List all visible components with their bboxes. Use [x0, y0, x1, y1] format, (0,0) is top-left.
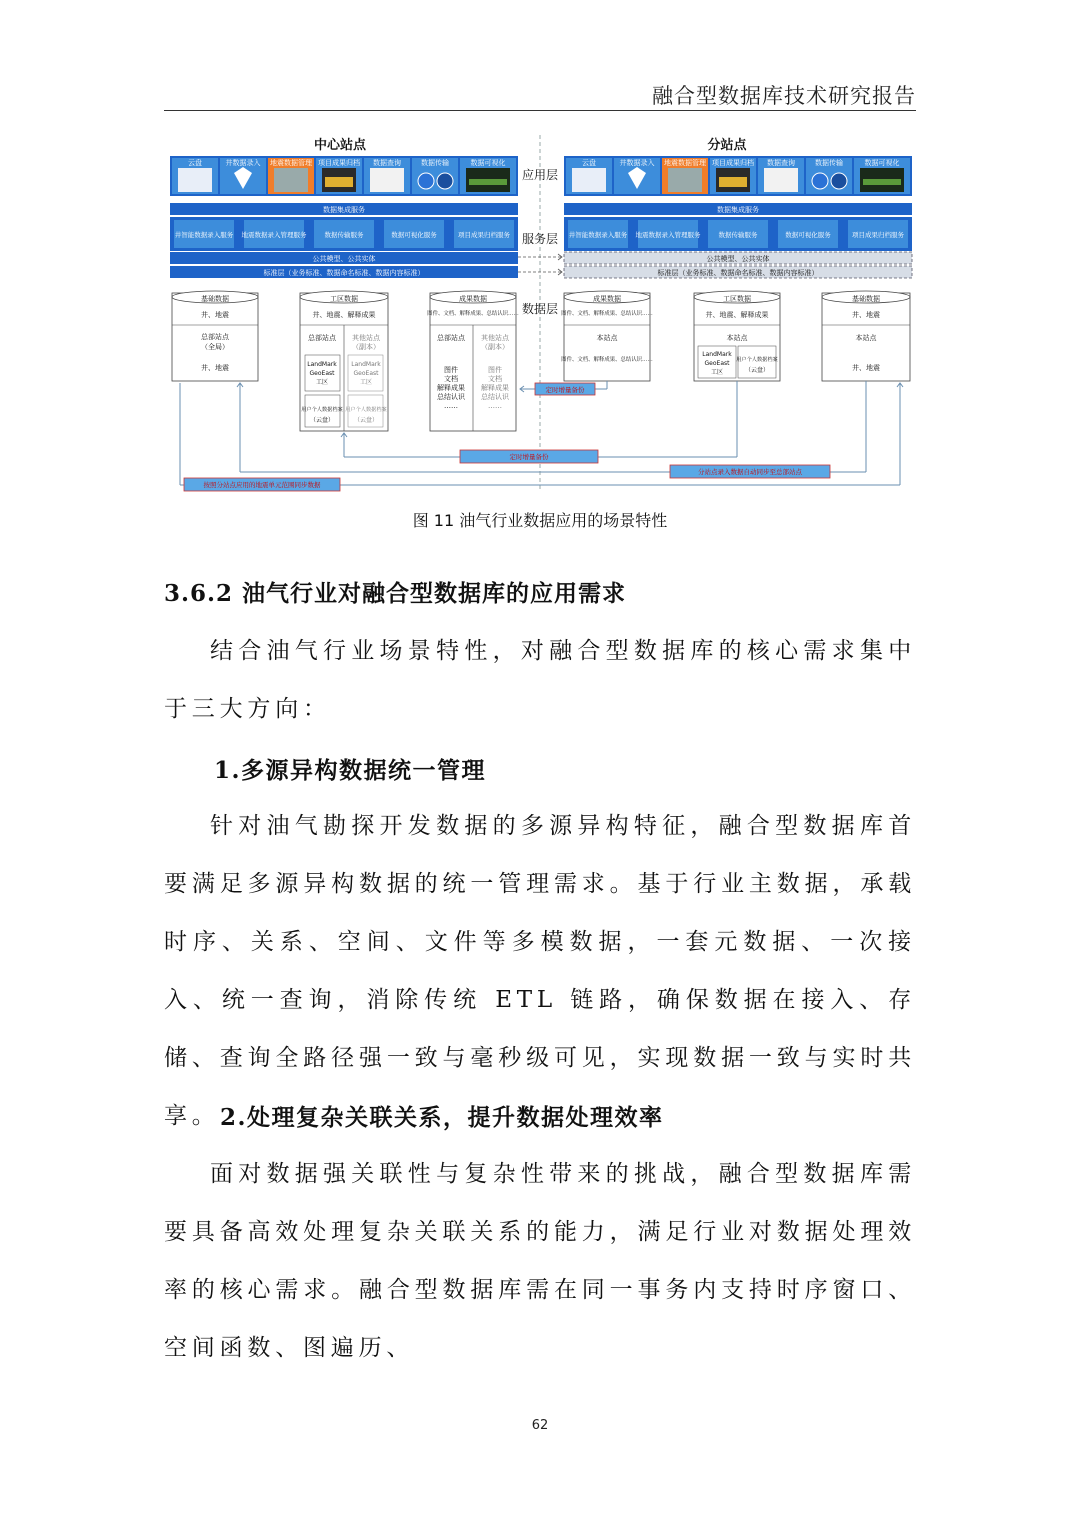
service-box: 项目成果归档服务: [458, 231, 510, 239]
standard-layer-label: 标准层（业务标准、数据命名标准、数据内容标准）: [263, 269, 425, 277]
scenario-diagram: [160, 127, 920, 499]
app-tile: 数据可视化: [864, 159, 900, 167]
app-tile: 项目成果归档: [712, 159, 754, 167]
hq-site-all: （全局）: [201, 343, 229, 351]
service-box: 井智能数据录入服务: [174, 231, 234, 239]
db-basic-sub: 井、地震: [852, 311, 880, 319]
cloud-disk-label: （云盘）: [309, 417, 335, 424]
service-box: 数据传输服务: [718, 231, 758, 239]
intro-paragraph: 结合油气行业场景特性，对融合型数据库的核心需求集中于三大方向：: [164, 638, 916, 722]
result-item: 总结认识: [437, 393, 465, 401]
wells-seismic-label: 井、地震: [201, 364, 229, 372]
page-header: [164, 78, 916, 111]
data-layer-right: [561, 291, 910, 381]
db-work-title: 工区数据: [330, 295, 358, 303]
app-tile: 数据可视化: [470, 159, 506, 167]
app-tile: 数据查询: [767, 159, 795, 167]
service-bar-label: 数据集成服务: [717, 206, 759, 214]
hq-site-label: 总部站点: [308, 334, 336, 342]
local-site-label: 本站点: [855, 334, 877, 342]
result-item: ……: [488, 402, 502, 410]
db-result-sub: 图件、文档、解释成果、总结认识……: [561, 311, 653, 317]
result-item: ……: [444, 402, 458, 410]
data-layer-left: [172, 291, 519, 431]
db-basic-title: 基础数据: [852, 295, 880, 303]
work-area-label: 工区: [359, 379, 373, 386]
section-heading: 3.6.2 油气行业对融合型数据库的应用需求: [164, 580, 627, 607]
personal-data-label: 用户个人数据档案: [301, 407, 343, 413]
layer-data-label: 数据层: [521, 302, 559, 316]
app-tile: 井数据录入: [619, 159, 655, 167]
service-box: 井智能数据录入服务: [568, 231, 628, 239]
local-result-text: 图件、文档、解释成果、总结认识……: [561, 357, 653, 363]
personal-data-label: 用户个人数据档案: [736, 357, 778, 363]
db-result-title: 成果数据: [459, 295, 487, 303]
service-box: 项目成果归档服务: [852, 231, 904, 239]
result-item: 解释成果: [481, 384, 509, 392]
result-item: 文档: [444, 375, 458, 383]
service-layer-left: [170, 203, 518, 278]
hq-site-label: 总部站点: [437, 334, 465, 342]
result-item: 图件: [488, 366, 502, 374]
service-box: 地震数据录入管理服务: [241, 231, 307, 239]
cloud-disk-label: （云盘）: [353, 417, 379, 424]
sync-by-range: 按照分站点应用的地震单元范围同步数据: [203, 481, 321, 489]
app-tile: 井数据录入: [225, 159, 261, 167]
result-item: 总结认识: [481, 393, 509, 401]
result-item: 图件: [444, 366, 458, 374]
db-work-title: 工区数据: [723, 295, 751, 303]
other-site-copy: （副本）: [481, 343, 509, 351]
subsection-2-title: 2.处理复杂关联关系，提升数据处理效率: [220, 1104, 664, 1131]
branch-site-title: 分站点: [707, 138, 747, 153]
app-tile: 项目成果归档: [318, 159, 360, 167]
service-box: 数据传输服务: [324, 231, 364, 239]
landmark-label: LandMark: [702, 351, 732, 358]
app-tiles-left: [172, 158, 516, 194]
service-box: 地震数据录入管理服务: [635, 231, 701, 239]
public-model-label: 公共模型、公共实体: [312, 255, 376, 263]
hq-site-label: 总部站点: [201, 333, 229, 341]
subsection-2-body: 面对数据强关联性与复杂性带来的挑战，融合型数据库需要具备高效处理复杂关联关系的能力，满足行业对数据处理效率的核心需求。融合型数据库需在同一事务内支持时序窗口、空间函数、图遍历、: [164, 1161, 916, 1361]
other-site-label: 其他站点: [481, 334, 509, 342]
db-work-sub: 井、地震、解释成果: [312, 311, 376, 319]
service-box: 数据可视化服务: [391, 231, 437, 239]
backup-label-1: 定时增量备份: [545, 386, 585, 394]
db-result-title: 成果数据: [593, 295, 621, 303]
local-site-label: 本站点: [596, 334, 618, 342]
sync-branch-to-hq: 分站点录入数据自动同步至总部站点: [698, 468, 802, 476]
other-site-copy: （副本）: [352, 343, 380, 351]
geoeast-label: GeoEast: [704, 360, 730, 367]
work-area-label: 工区: [710, 369, 724, 376]
result-item: 文档: [488, 375, 502, 383]
central-site-title: 中心站点: [313, 138, 367, 153]
geoeast-label: GeoEast: [309, 370, 335, 377]
app-tile: 数据传输: [815, 159, 843, 167]
app-tiles-right: [566, 158, 910, 194]
landmark-label: LandMark: [307, 361, 337, 368]
layer-app-label: 应用层: [521, 168, 559, 182]
wells-seismic-label: 井、地震: [852, 364, 880, 372]
geoeast-label: GeoEast: [353, 370, 379, 377]
other-site-label: 其他站点: [352, 334, 380, 342]
app-tile: 数据传输: [421, 159, 449, 167]
service-box: 数据可视化服务: [785, 231, 831, 239]
app-tile: 地震数据管理: [664, 159, 706, 167]
result-item: 解释成果: [437, 384, 465, 392]
subsection-1-body: 针对油气勘探开发数据的多源异构特征，融合型数据库首要满足多源异构数据的统一管理需求。基于行业主数据，承载时序、关系、空间、文件等多模数据，一套元数据、一次接入、统一查询，消除传统 ETL 链路，确保数据在接入、存储、查询全路径强一致与毫秒级可见，实现数据一致与实时共享。: [164, 813, 916, 1129]
personal-data-label: 用户个人数据档案: [345, 407, 387, 413]
app-tile: 云盘: [582, 159, 596, 167]
standard-layer-label: 标准层（业务标准、数据命名标准、数据内容标准）: [657, 269, 819, 277]
page-number: 62: [531, 1418, 549, 1433]
db-basic-title: 基础数据: [201, 295, 229, 303]
cloud-disk-label: （云盘）: [744, 367, 770, 374]
db-result-sub: 图件、文档、解释成果、总结认识……: [427, 311, 519, 317]
app-tile: 数据查询: [373, 159, 401, 167]
subsection-1-title: 1.多源异构数据统一管理: [214, 757, 487, 784]
landmark-label: LandMark: [351, 361, 381, 368]
app-tile: 云盘: [188, 159, 202, 167]
service-layer-right: [564, 203, 912, 278]
backup-label-2: 定时增量备份: [509, 453, 549, 461]
service-bar-label: 数据集成服务: [323, 206, 365, 214]
header-title: 融合型数据库技术研究报告: [652, 84, 916, 108]
figure-caption: 图 11 油气行业数据应用的场景特性: [412, 511, 668, 530]
db-work-sub: 井、地震、解释成果: [705, 311, 769, 319]
work-area-label: 工区: [315, 379, 329, 386]
db-basic-sub: 井、地震: [201, 311, 229, 319]
layer-service-label: 服务层: [521, 232, 559, 246]
local-site-label: 本站点: [726, 334, 748, 342]
app-tile: 地震数据管理: [270, 159, 312, 167]
public-model-label: 公共模型、公共实体: [706, 255, 770, 263]
